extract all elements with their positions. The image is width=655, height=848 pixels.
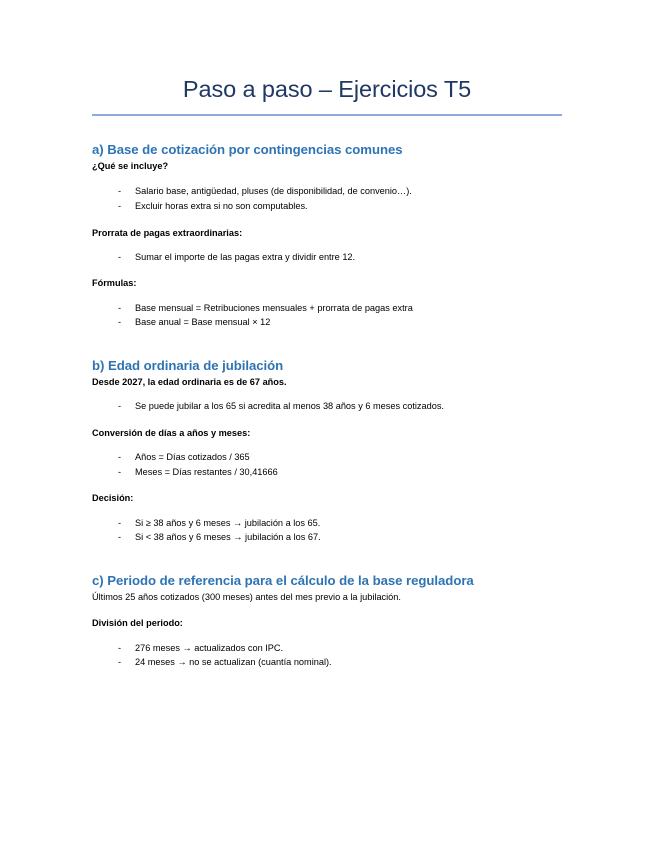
section-c-heading: c) Periodo de referencia para el cálculo de la base reguladora xyxy=(92,572,474,588)
section-b-subhead-conversion: Conversión de días a años y meses: xyxy=(92,427,251,438)
section-b-heading: b) Edad ordinaria de jubilación xyxy=(92,357,284,373)
section-c-lead: Últimos 25 años cotizados (300 meses) antes del mes previo a la jubilación. xyxy=(92,591,401,602)
list-item-text: Sumar el importe de las pagas extra y dividir entre 12. xyxy=(135,251,356,262)
dash-bullet-icon: - xyxy=(118,317,122,328)
section-a-block-0-list xyxy=(92,184,562,214)
list-item-text: 24 meses → no se actualizan (cuantía nominal). xyxy=(135,657,332,668)
list-item xyxy=(92,641,562,656)
document-content xyxy=(92,0,562,670)
list-item-text: 276 meses → actualizados con IPC. xyxy=(135,642,284,653)
list-item-text: Excluir horas extra si no son computables. xyxy=(135,201,308,212)
list-item-text: Salario base, antigüedad, pluses (de disponibilidad, de convenio…). xyxy=(135,185,412,196)
dash-bullet-icon: - xyxy=(118,251,122,262)
list-item xyxy=(92,530,562,545)
list-item xyxy=(92,301,562,316)
dash-bullet-icon: - xyxy=(118,201,122,212)
section-c xyxy=(92,572,562,670)
list-item xyxy=(92,399,562,414)
section-b xyxy=(92,357,562,545)
section-b-lead: Desde 2027, la edad ordinaria es de 67 años. xyxy=(92,377,287,388)
section-a xyxy=(92,141,562,330)
list-item xyxy=(92,250,562,265)
list-item xyxy=(92,516,562,531)
title-divider xyxy=(92,114,562,116)
list-item xyxy=(92,465,562,480)
list-item xyxy=(92,450,562,465)
list-item xyxy=(92,315,562,330)
section-a-block-1-list xyxy=(92,250,562,265)
list-item-text: Base mensual = Retribuciones mensuales + prorrata de pagas extra xyxy=(135,302,413,313)
list-item-text: Meses = Días restantes / 30,41666 xyxy=(135,466,278,477)
section-a-subhead-prorrata: Prorrata de pagas extraordinarias: xyxy=(92,227,243,238)
section-a-lead: ¿Qué se incluye? xyxy=(92,161,169,172)
dash-bullet-icon: - xyxy=(118,401,122,412)
list-item-text: Años = Días cotizados / 365 xyxy=(135,452,250,463)
list-item-text: Base anual = Base mensual × 12 xyxy=(135,317,271,328)
section-b-block-0-list xyxy=(92,399,562,414)
page-title: Paso a paso – Ejercicios T5 xyxy=(182,76,472,102)
list-item xyxy=(92,655,562,670)
dash-bullet-icon: - xyxy=(118,642,122,653)
dash-bullet-icon: - xyxy=(118,532,122,543)
list-item xyxy=(92,199,562,214)
list-item xyxy=(92,184,562,199)
dash-bullet-icon: - xyxy=(118,302,122,313)
section-b-subhead-decision: Decisión: xyxy=(92,493,134,504)
dash-bullet-icon: - xyxy=(118,452,122,463)
section-b-block-2-list xyxy=(92,516,562,545)
dash-bullet-icon: - xyxy=(118,185,122,196)
dash-bullet-icon: - xyxy=(118,517,122,528)
section-c-subhead-division: División del periodo: xyxy=(92,618,183,629)
section-b-block-1-list xyxy=(92,450,562,479)
section-c-block-0-list xyxy=(92,641,562,670)
dash-bullet-icon: - xyxy=(118,466,122,477)
section-a-block-2-list xyxy=(92,301,562,330)
list-item-text: Si < 38 años y 6 meses → jubilación a los 67. xyxy=(135,532,321,543)
section-a-subhead-formulas: Fórmulas: xyxy=(92,278,137,289)
dash-bullet-icon: - xyxy=(118,657,122,668)
list-item-text: Si ≥ 38 años y 6 meses → jubilación a los 65. xyxy=(135,517,321,528)
list-item-text: Se puede jubilar a los 65 si acredita al menos 38 años y 6 meses cotizados. xyxy=(135,401,444,412)
section-a-heading: a) Base de cotización por contingencias comunes xyxy=(92,142,403,158)
